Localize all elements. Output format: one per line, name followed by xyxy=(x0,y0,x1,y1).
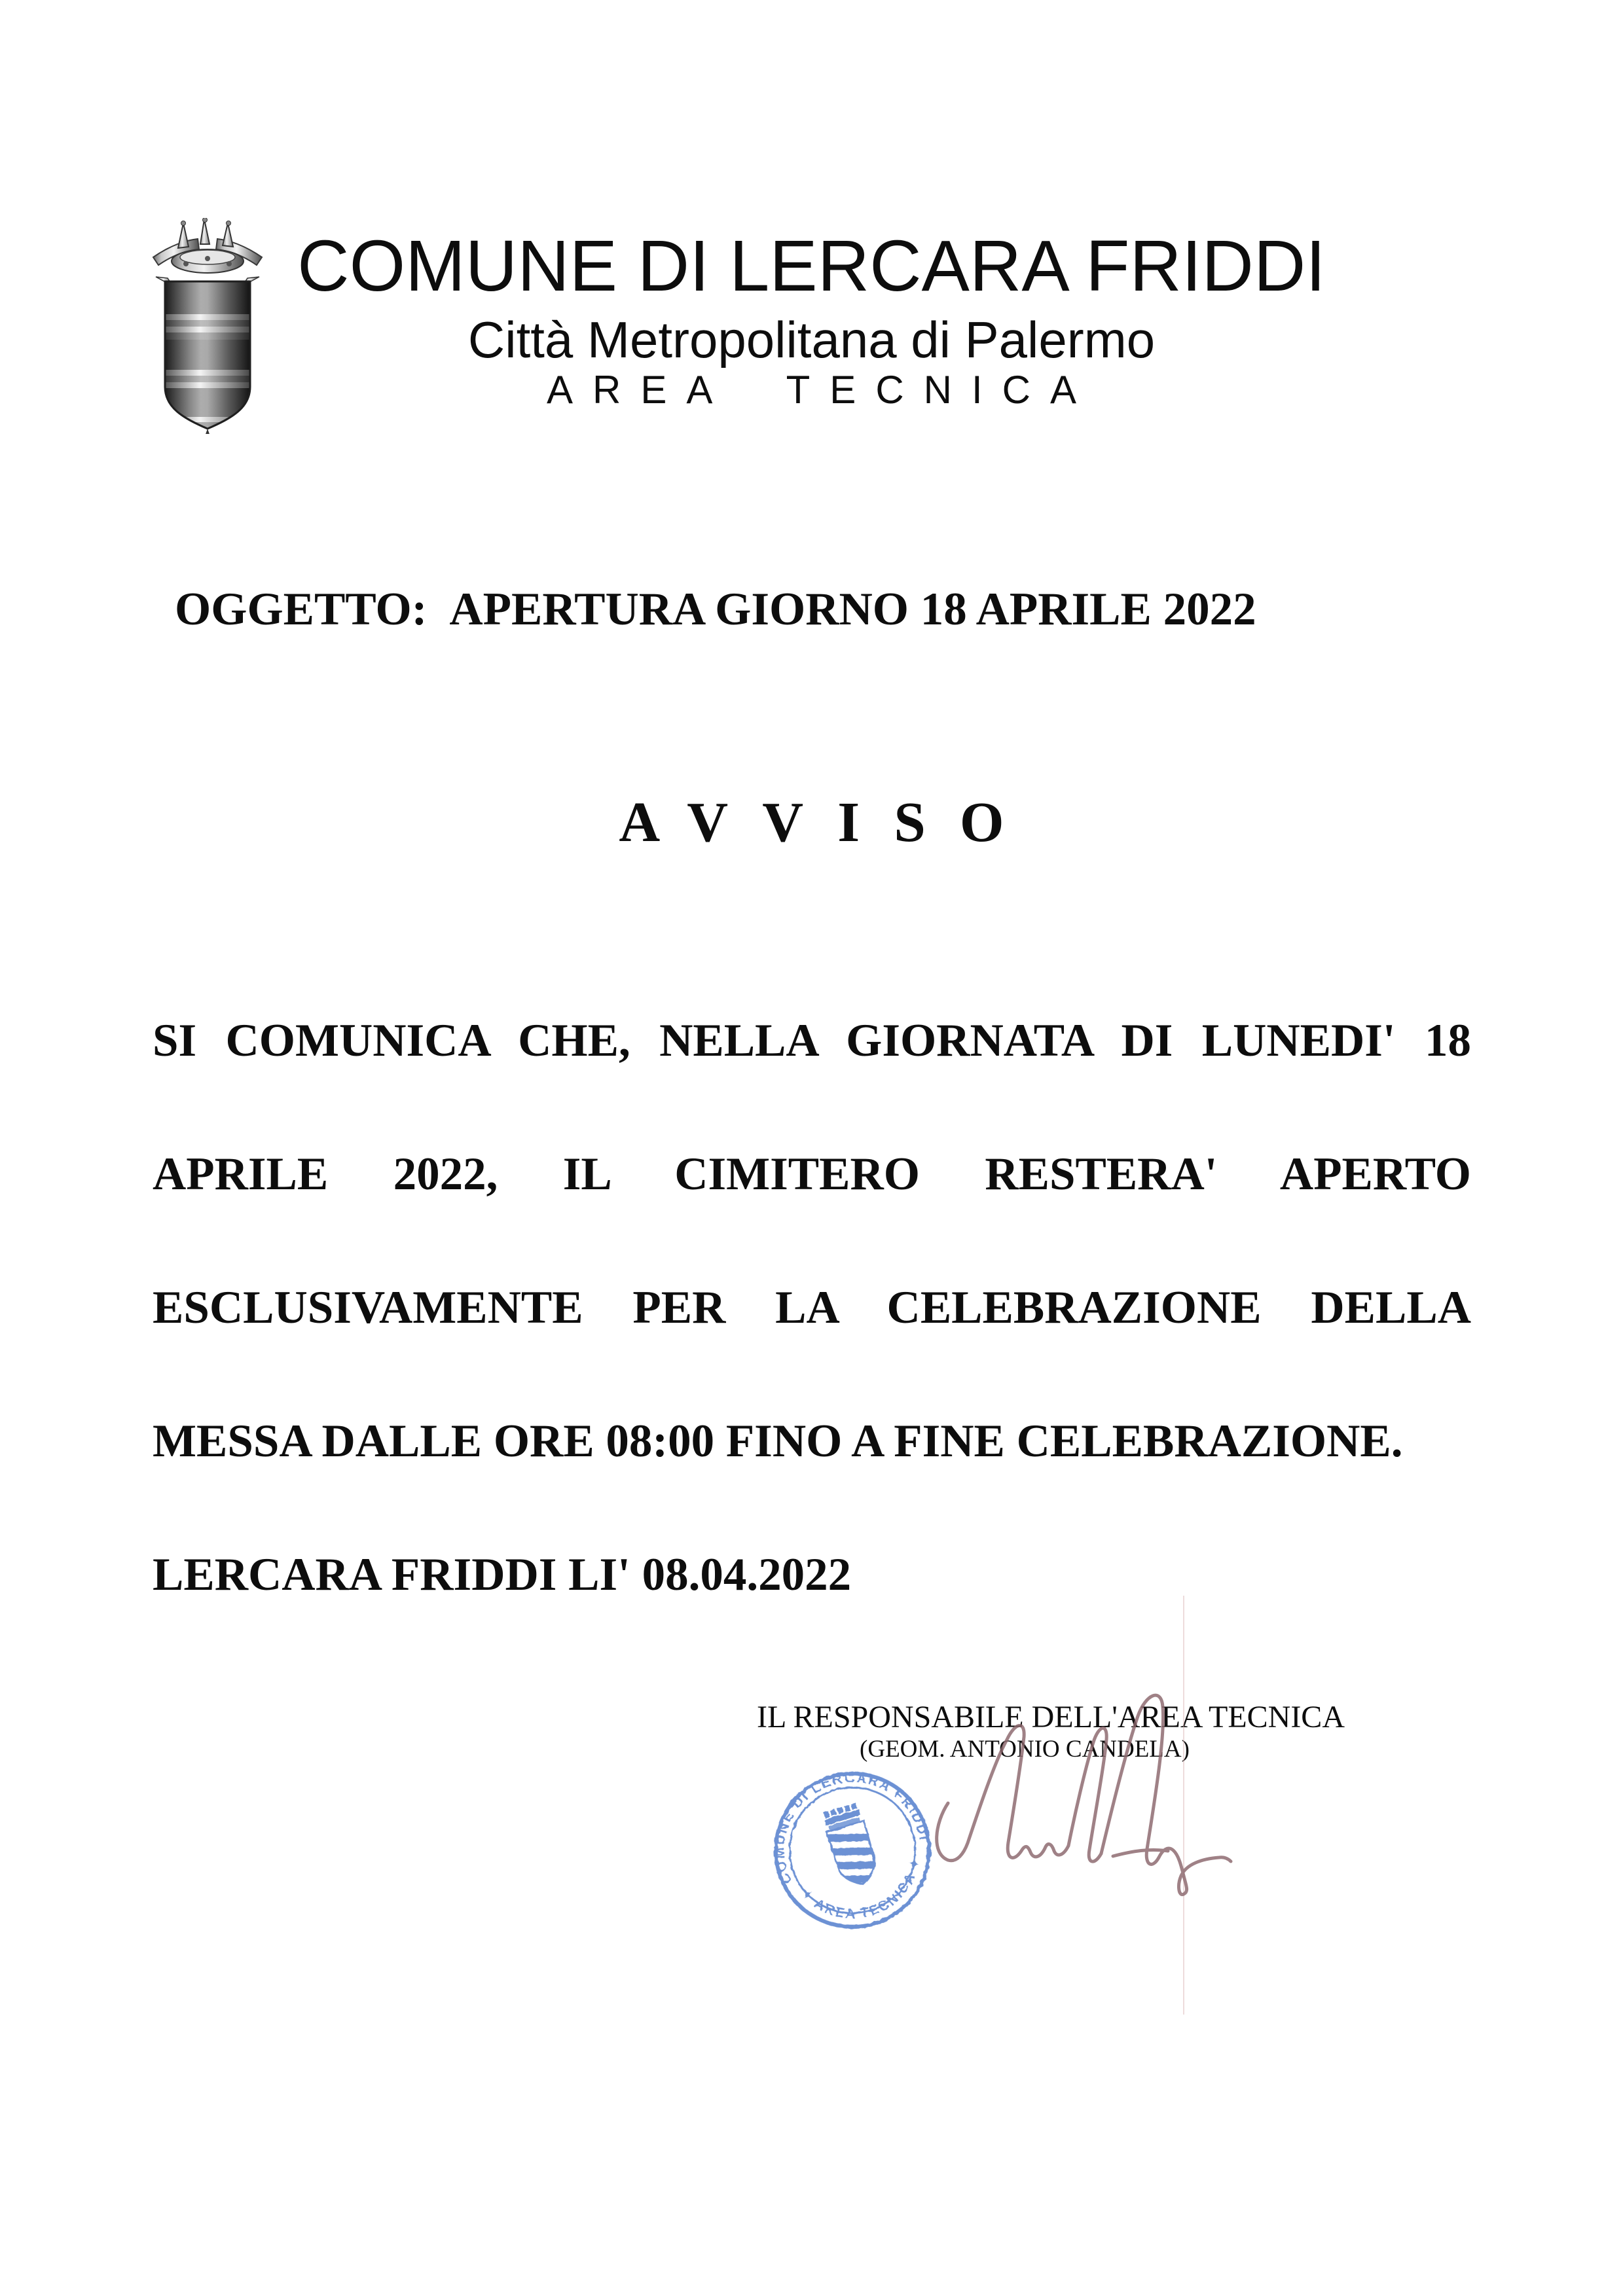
municipality-name: COMUNE DI LERCARA FRIDDI xyxy=(297,226,1326,306)
notice-body-line: MESSA DALLE ORE 08:00 FINO A FINE CELEBRAZIONE. xyxy=(153,1416,1403,1467)
signer-name: (GEOM. ANTONIO CANDELA) xyxy=(860,1736,1190,1763)
signer-role: IL RESPONSABILE DELL'AREA TECNICA xyxy=(757,1700,1345,1734)
subject-line xyxy=(175,586,1256,633)
notice-body-line: ESCLUSIVAMENTE PER LA CELEBRAZIONE DELLA xyxy=(153,1282,1471,1333)
notice-title: AVVISO xyxy=(619,790,1038,853)
place-date-line: LERCARA FRIDDI LI' 08.04.2022 xyxy=(153,1549,852,1600)
stamp-bottom-text: ✦ AREA TECNICA ✦ xyxy=(797,1855,924,1922)
round-ink-stamp-icon xyxy=(767,1765,938,1935)
notice-body-line: APRILE 2022, IL CIMITERO RESTERA' APERTO xyxy=(153,1149,1471,1200)
municipality-subtitle: Città Metropolitana di Palermo xyxy=(467,311,1156,368)
notice-body-line: SI COMUNICA CHE, NELLA GIORNATA DI LUNEDI' 18 xyxy=(153,1015,1471,1066)
subject-label: OGGETTO: xyxy=(175,584,428,635)
stamp-top-text: COMUNE DI LERCARA FRIDDI xyxy=(772,1770,932,1886)
handwritten-signature-icon xyxy=(917,1682,1244,1905)
subject-text: APERTURA GIORNO 18 APRILE 2022 xyxy=(449,584,1256,635)
department-name: AREA TECNICA xyxy=(546,368,1096,412)
